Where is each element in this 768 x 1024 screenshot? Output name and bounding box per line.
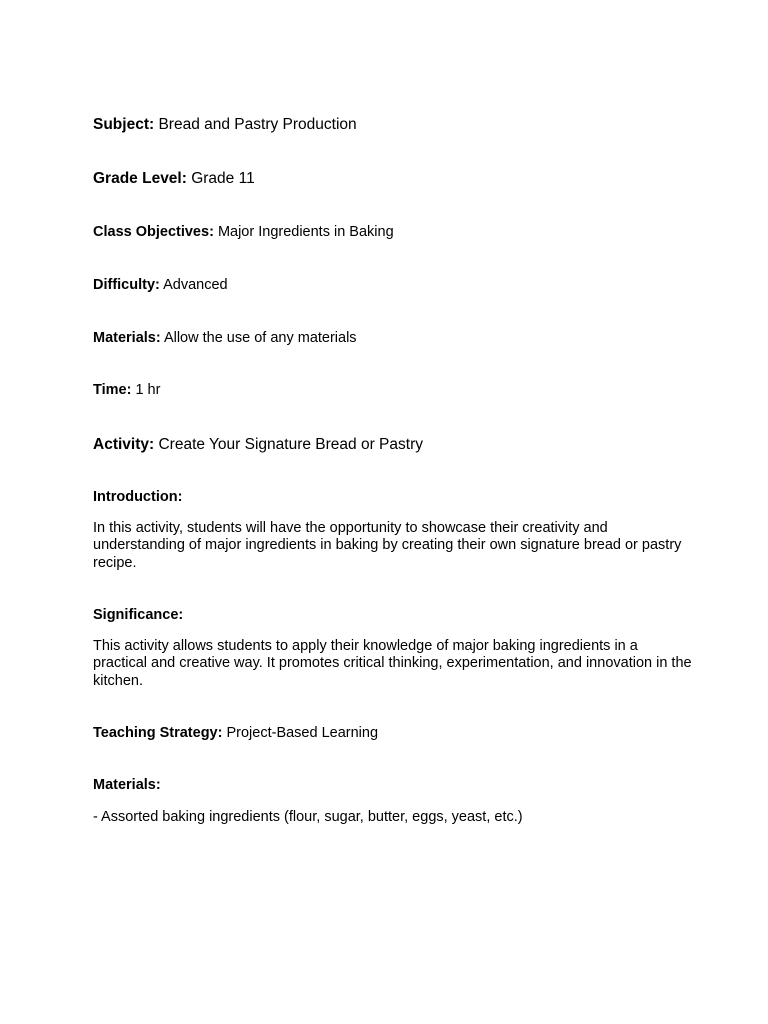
activity-label: Activity: (93, 436, 155, 453)
subject-line (93, 116, 357, 134)
introduction-heading: Introduction: (93, 489, 183, 505)
subject-label: Subject: (93, 116, 155, 133)
difficulty-value: Advanced (163, 277, 228, 293)
grade-level-label: Grade Level: (93, 170, 187, 187)
teaching-strategy-value: Project-Based Learning (226, 725, 379, 741)
significance-heading: Significance: (93, 607, 184, 623)
materials-list-heading: Materials: (93, 777, 161, 793)
activity-value: Create Your Signature Bread or Pastry (158, 436, 423, 453)
materials-top-value: Allow the use of any materials (163, 330, 357, 346)
time-label: Time: (93, 382, 132, 398)
time-line (93, 382, 160, 399)
time-value: 1 hr (135, 382, 161, 398)
teaching-strategy-label: Teaching Strategy: (93, 725, 223, 741)
difficulty-line (93, 277, 228, 294)
list-item: - Assorted baking ingredients (flour, sugar, butter, eggs, yeast, etc.) (93, 809, 523, 825)
teaching-strategy-line (93, 725, 378, 742)
materials-top-line (93, 330, 357, 347)
materials-top-label: Materials: (93, 330, 161, 346)
class-objectives-value: Major Ingredients in Baking (217, 224, 394, 240)
activity-line (93, 436, 423, 454)
subject-value: Bread and Pastry Production (158, 116, 357, 133)
class-objectives-line (93, 224, 394, 241)
introduction-paragraph: In this activity, students will have the opportunity to showcase their creativity and understanding of major ingredients in baking by creating their own signature bread or pastry recipe. (93, 520, 682, 571)
significance-paragraph: This activity allows students to apply their knowledge of major baking ingredients in a practical and creative way. It promotes critical thinking, experimentation, and innovation in the kitchen. (93, 638, 692, 689)
grade-level-value: Grade 11 (191, 170, 255, 187)
grade-level-line (93, 170, 255, 188)
class-objectives-label: Class Objectives: (93, 224, 214, 240)
difficulty-label: Difficulty: (93, 277, 160, 293)
